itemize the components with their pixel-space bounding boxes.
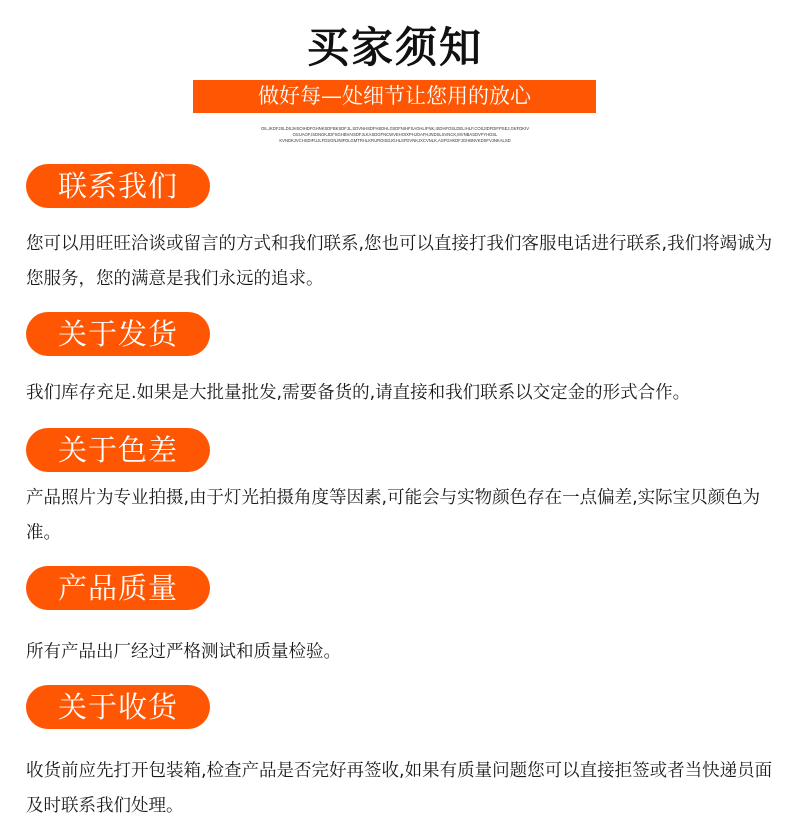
tiny-text-line: OIL,IKDFJSLDSJHSOIHDFGHNKSDFBKSDFJL,SDVNHSDFHSDHLGIIDFNIHFSAOHLIFNK,ISDHFOSLDELIHLF.COSJIDFDIFPSEJ,GKFDKIV	[260, 126, 530, 131]
section-quality-body: 所有产品出厂经过严格测试和质量检验。	[26, 642, 341, 662]
tiny-text-line: OSUAOF,ISDNGKJDFSGHBVAISDFJLKASDGFNCWVEHOIXPHJOAFHJNDSLSVNCK,MVNBASDVFYHDSL	[292, 132, 498, 137]
subtitle-banner: 做好每—处细节让您用的放心	[193, 80, 596, 113]
tiny-decorative-text	[240, 126, 550, 144]
section-color-heading: 关于色差	[26, 428, 210, 472]
section-shipping-body: 我们库存充足.如果是大批量批发,需要备货的,请直接和我们联系以交定金的形式合作。	[26, 383, 691, 403]
section-color-body: 产品照片为专业拍摄,由于灯光拍摄角度等因素,可能会与实物颜色存在一点偏差,实际宝贝颜色为准。	[26, 488, 761, 543]
section-quality-heading: 产品质量	[26, 566, 210, 610]
page-title: 买家须知	[306, 23, 483, 72]
section-contact-heading: 联系我们	[26, 164, 210, 208]
tiny-text-line: KVNDKJVCHSDIFUJLFDSGNJNIFDLGMTRHLKRUROISDJGHLSFDVNKJXCVNLK,ASFGHKDFJGHBNVKDSFVJNKALSD	[279, 138, 511, 143]
section-receiving-heading: 关于收货	[26, 685, 210, 729]
section-contact-body: 您可以用旺旺洽谈或留言的方式和我们联系,您也可以直接打我们客服电话进行联系,我们将竭诚为您服务，您的满意是我们永远的追求。	[26, 234, 773, 289]
section-receiving-body: 收货前应先打开包装箱,检查产品是否完好再签收,如果有质量问题您可以直接拒签或者当快递员面及时联系我们处理。	[26, 761, 773, 816]
section-shipping-heading: 关于发货	[26, 312, 210, 356]
